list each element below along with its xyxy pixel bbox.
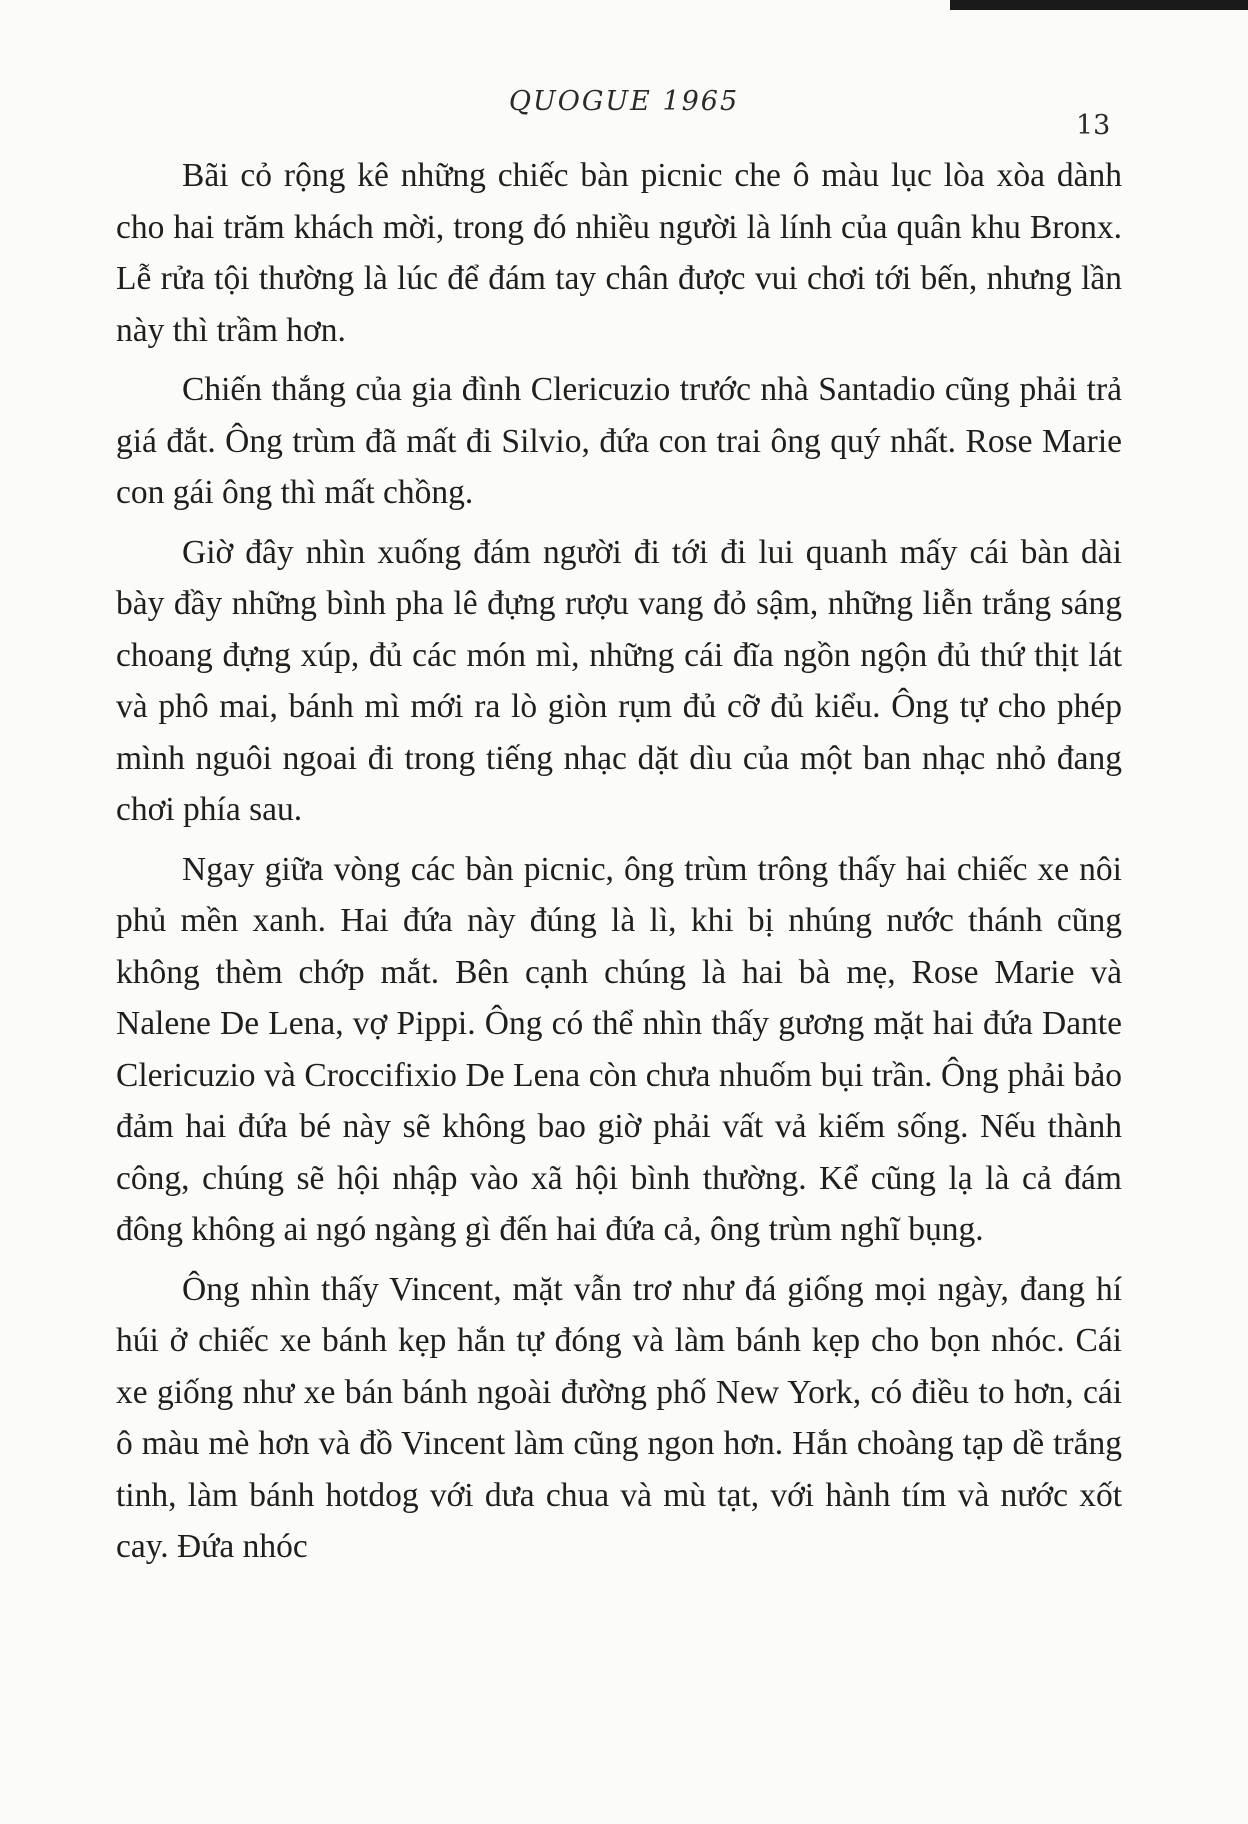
paragraph: Ông nhìn thấy Vincent, mặt vẫn trơ như đá giống mọi ngày, đang hí húi ở chiếc xe bánh kẹp hắn tự đóng và làm bánh kẹp cho bọn nhóc. Cái xe giống như xe bán bánh ngoài đường phố New York, có điều to hơn, cái ô màu mè hơn và đồ Vincent làm cũng ngon hơn. Hắn choàng tạp dề trắng tinh, làm bánh hotdog với dưa chua và mù tạt, với hành tím và nước xốt cay. Đứa nhóc <box>116 1270 1122 1565</box>
paragraph: Bãi cỏ rộng kê những chiếc bàn picnic che ô màu lục lòa xòa dành cho hai trăm khách mời, trong đó nhiều người là lính của quân khu Bronx. Lễ rửa tội thường là lúc để đám tay chân được vui chơi tới bến, nhưng lần này thì trầm hơn. <box>116 157 1122 349</box>
page-number: 13 <box>1076 110 1111 141</box>
paragraph: Giờ đây nhìn xuống đám người đi tới đi lui quanh mấy cái bàn dài bày đầy những bình pha lê đựng rượu vang đỏ sậm, những liễn trắng sáng choang đựng xúp, đủ các món mì, những cái đĩa ngồn ngộn đủ thứ thịt lát và phô mai, bánh mì mới ra lò giòn rụm đủ cỡ đủ kiểu. Ông tự cho phép mình nguôi ngoai đi trong tiếng nhạc dặt dìu của một ban nhạc nhỏ đang chơi phía sau. <box>116 533 1122 828</box>
scan-edge-shadow <box>950 0 1248 10</box>
running-header-title: QUOGUE 1965 <box>508 86 740 117</box>
body-text <box>116 150 1122 1581</box>
paragraph: Chiến thắng của gia đình Clericuzio trước nhà Santadio cũng phải trả giá đắt. Ông trùm đã mất đi Silvio, đứa con trai ông quý nhất. Rose Marie con gái ông thì mất chồng. <box>116 371 1122 511</box>
paragraph: Ngay giữa vòng các bàn picnic, ông trùm trông thấy hai chiếc xe nôi phủ mền xanh. Hai đứa này đúng là lì, khi bị nhúng nước thánh cũng không thèm chớp mắt. Bên cạnh chúng là hai bà mẹ, Rose Marie và Nalene De Lena, vợ Pippi. Ông có thể nhìn thấy gương mặt hai đứa Dante Clericuzio và Croccifixio De Lena còn chưa nhuốm bụi trần. Ông phải bảo đảm hai đứa bé này sẽ không bao giờ phải vất vả kiếm sống. Nếu thành công, chúng sẽ hội nhập vào xã hội bình thường. Kể cũng lạ là cả đám đông không ai ngó ngàng gì đến hai đứa cả, ông trùm nghĩ bụng. <box>116 850 1122 1248</box>
